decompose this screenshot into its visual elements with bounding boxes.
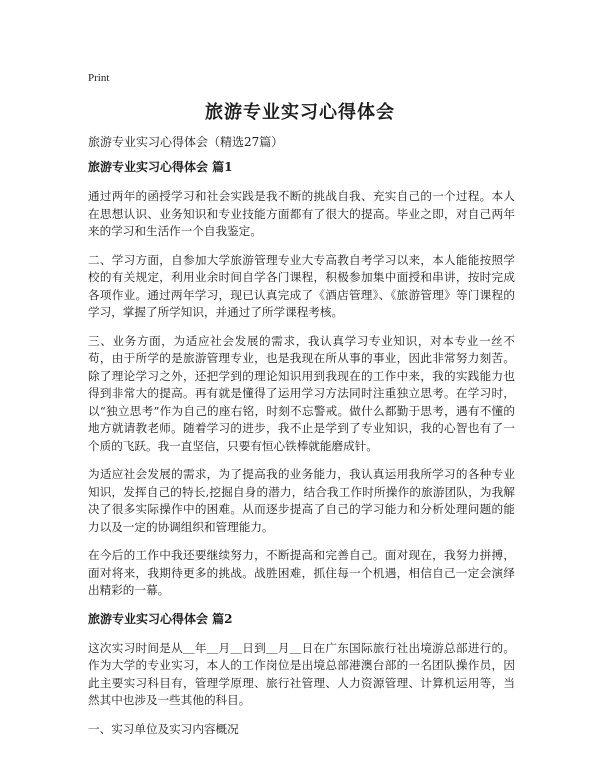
- document-body: [88, 155, 515, 746]
- document-title: 旅游专业实习心得体会: [205, 102, 395, 123]
- paragraph: 为适应社会发展的需求，为了提高我的业务能力，我认真运用我所学习的各种专业知识，发挥自己的特长,挖掘自身的潜力，结合我工作时所操作的旅游团队，为我解决了很多实际操作中的困难。从而逐步提高了自己的学习能力和分析处理问题的能力以及一定的协调组织和管理能力。: [88, 467, 515, 534]
- section-heading-1: 旅游专业实习心得体会 篇1: [88, 160, 233, 174]
- print-link[interactable]: Print: [88, 72, 110, 84]
- section-heading-2: 旅游专业实习心得体会 篇2: [88, 611, 233, 626]
- document-subtitle: 旅游专业实习心得体会（精选27篇）: [88, 135, 284, 149]
- subsection-line: 一、实习单位及实习内容概况: [88, 721, 239, 736]
- paragraph: 这次实习时间是从＿年＿月＿日到＿月＿日在广东国际旅行社出境游总部进行的。作为大学的专业实习，本人的工作岗位是出境总部港澳台部的一名团队操作员，因此主要实习科目有，管理学原理、旅行社管理、人力资源管理、计算机运用等，当然其中也涉及一些其他的科目。: [88, 640, 515, 707]
- paragraph: 在今后的工作中我还要继续努力，不断提高和完善自己。面对现在，我努力拼搏，面对将来，我期待更多的挑战。战胜困难，抓住每一个机遇，相信自己一定会演绎出精彩的一幕。: [88, 548, 515, 597]
- paragraph: 通过两年的函授学习和社会实践是我不断的挑战自我、充实自己的一个过程。本人在思想认识、业务知识和专业技能方面都有了很大的提高。毕业之即，对自己两年来的学习和生活作一个自我鉴定。: [88, 189, 515, 238]
- paragraph: 二、学习方面，自参加大学旅游管理专业大专高教自考学习以来，本人能能按照学校的有关规定，利用业余时间自学各门课程，积极参加集中面授和串讲，按时完成各项作业。通过两年学习，现已认真完成了《酒店管理》、《旅游管理》等门课程的学习，掌握了所学知识，并通过了所学课程考核。: [88, 252, 515, 319]
- paragraph: 三、业务方面，为适应社会发展的需求，我认真学习专业知识，对本专业一丝不苟，由于所学的是旅游管理专业，也是我现在所从事的事业，因此非常努力刻苦。除了理论学习之外，还把学到的理论知识用到我现在的工作中来，我的实践能力也得到非常大的提高。再有就是懂得了运用学习方法同时注重独立思考。在学习时，以“独立思考”作为自己的座右铭，时刻不忘警戒。做什么都勤于思考，遇有不懂的地方就请教老师。随着学习的进步，我不止是学到了专业知识，我的心智也有了一个质的飞跃。我一直坚信，只要有恒心铁棒就能磨成针。: [88, 333, 515, 453]
